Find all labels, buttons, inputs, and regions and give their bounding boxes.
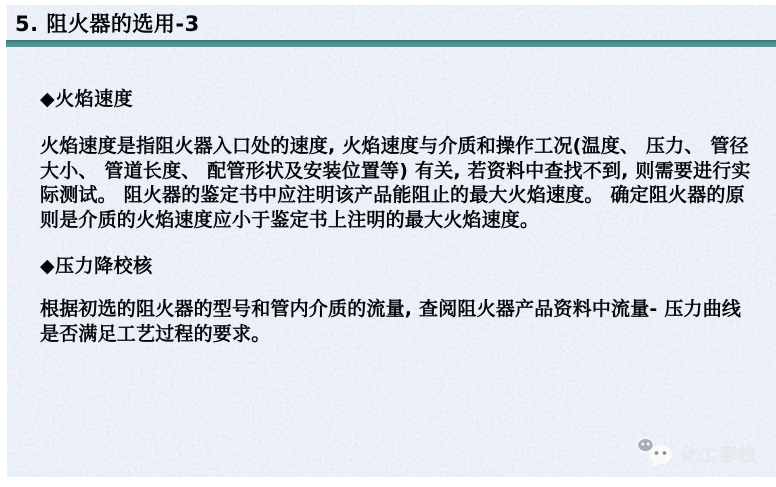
slide-title: 5. 阻火器的选用-3 [15, 12, 200, 36]
body-text-line: 际测试。 阻火器的鉴定书中应注明该产品能阻止的最大火焰速度。 确定阻火器的原 [40, 184, 745, 206]
watermark [636, 436, 757, 472]
body-text-line: 大小、 管道长度、 配管形状及安装位置等) 有关, 若资料中查找不到, 则需要进行实 [40, 159, 751, 182]
body-text-line: 火焰速度是指阻火器入口处的速度, 火焰速度与介质和操作工况(温度、 压力、 管径 [40, 135, 749, 157]
title-divider-line [6, 40, 776, 47]
slide-background-texture [7, 5, 776, 477]
section-heading-pressure-drop: ◆压力降校核 [40, 255, 153, 277]
watermark-text: 化工客栈 [681, 445, 757, 466]
paragraph-pressure-drop [40, 297, 762, 346]
section-heading-flame-speed: ◆火焰速度 [40, 88, 134, 110]
paragraph-flame-speed [40, 134, 762, 232]
body-text-line: 根据初选的阻火器的型号和管内介质的流量, 查阅阻火器产品资料中流量- 压力曲线 [40, 298, 742, 320]
wechat-icon [636, 436, 674, 472]
body-text-line: 是否满足工艺过程的要求。 [40, 322, 271, 345]
body-text-line: 则是介质的火焰速度应小于鉴定书上注明的最大火焰速度。 [40, 208, 540, 231]
